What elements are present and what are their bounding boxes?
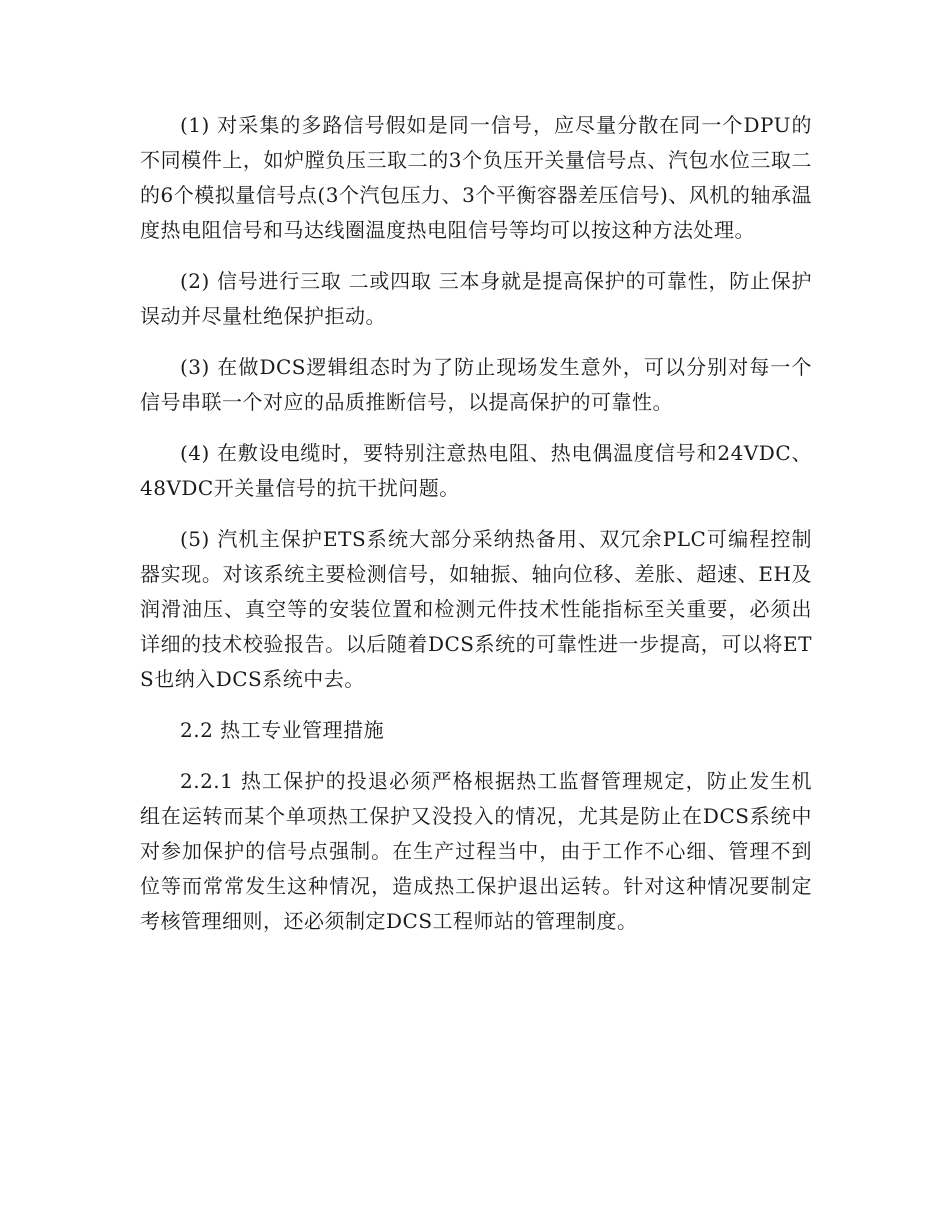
- section-heading: 2.2 热工专业管理措施: [180, 718, 385, 742]
- paragraph-item-3: (3) 在做DCS逻辑组态时为了防止现场发生意外，可以分别对每一个信号串联一个对应的品质推断信号，以提高保护的可靠性。: [140, 355, 812, 414]
- paragraph-item-1: (1) 对采集的多路信号假如是同一信号，应尽量分散在同一个DPU的不同模件上，如炉膛负压三取二的3个负压开关量信号点、汽包水位三取二的6个模拟量信号点(3个汽包压力、3个平衡容器差压信号)、风机的轴承温度热电阻信号和马达线圈温度热电阻信号等均可以按这种方法处理。: [140, 113, 812, 242]
- subsection-paragraph: 2.2.1 热工保护的投退必须严格根据热工监督管理规定，防止发生机组在运转而某个单项热工保护又没投入的情况，尤其是防止在DCS系统中对参加保护的信号点强制。在生产过程当中，由于工作不心细、管理不到位等而常常发生这种情况，造成热工保护退出运转。针对这种情况要制定考核管理细则，还必须制定DCS工程师站的管理制度。: [140, 769, 812, 933]
- document-page: [140, 108, 812, 939]
- paragraph-item-5: (5) 汽机主保护ETS系统大部分采纳热备用、双冗余PLC可编程控制器实现。对该系统主要检测信号，如轴振、轴向位移、差胀、超速、EH及润滑油压、真空等的安装位置和检测元件技术性能指标至关重要，必须出详细的技术校验报告。以后随着DCS系统的可靠性进一步提高，可以将ETS也纳入DCS系统中去。: [140, 527, 812, 691]
- paragraph-item-2: (2) 信号进行三取 二或四取 三本身就是提高保护的可靠性，防止保护误动并尽量杜绝保护拒动。: [140, 269, 812, 328]
- paragraph-item-4: (4) 在敷设电缆时，要特别注意热电阻、热电偶温度信号和24VDC、48VDC开关量信号的抗干扰问题。: [140, 441, 812, 500]
